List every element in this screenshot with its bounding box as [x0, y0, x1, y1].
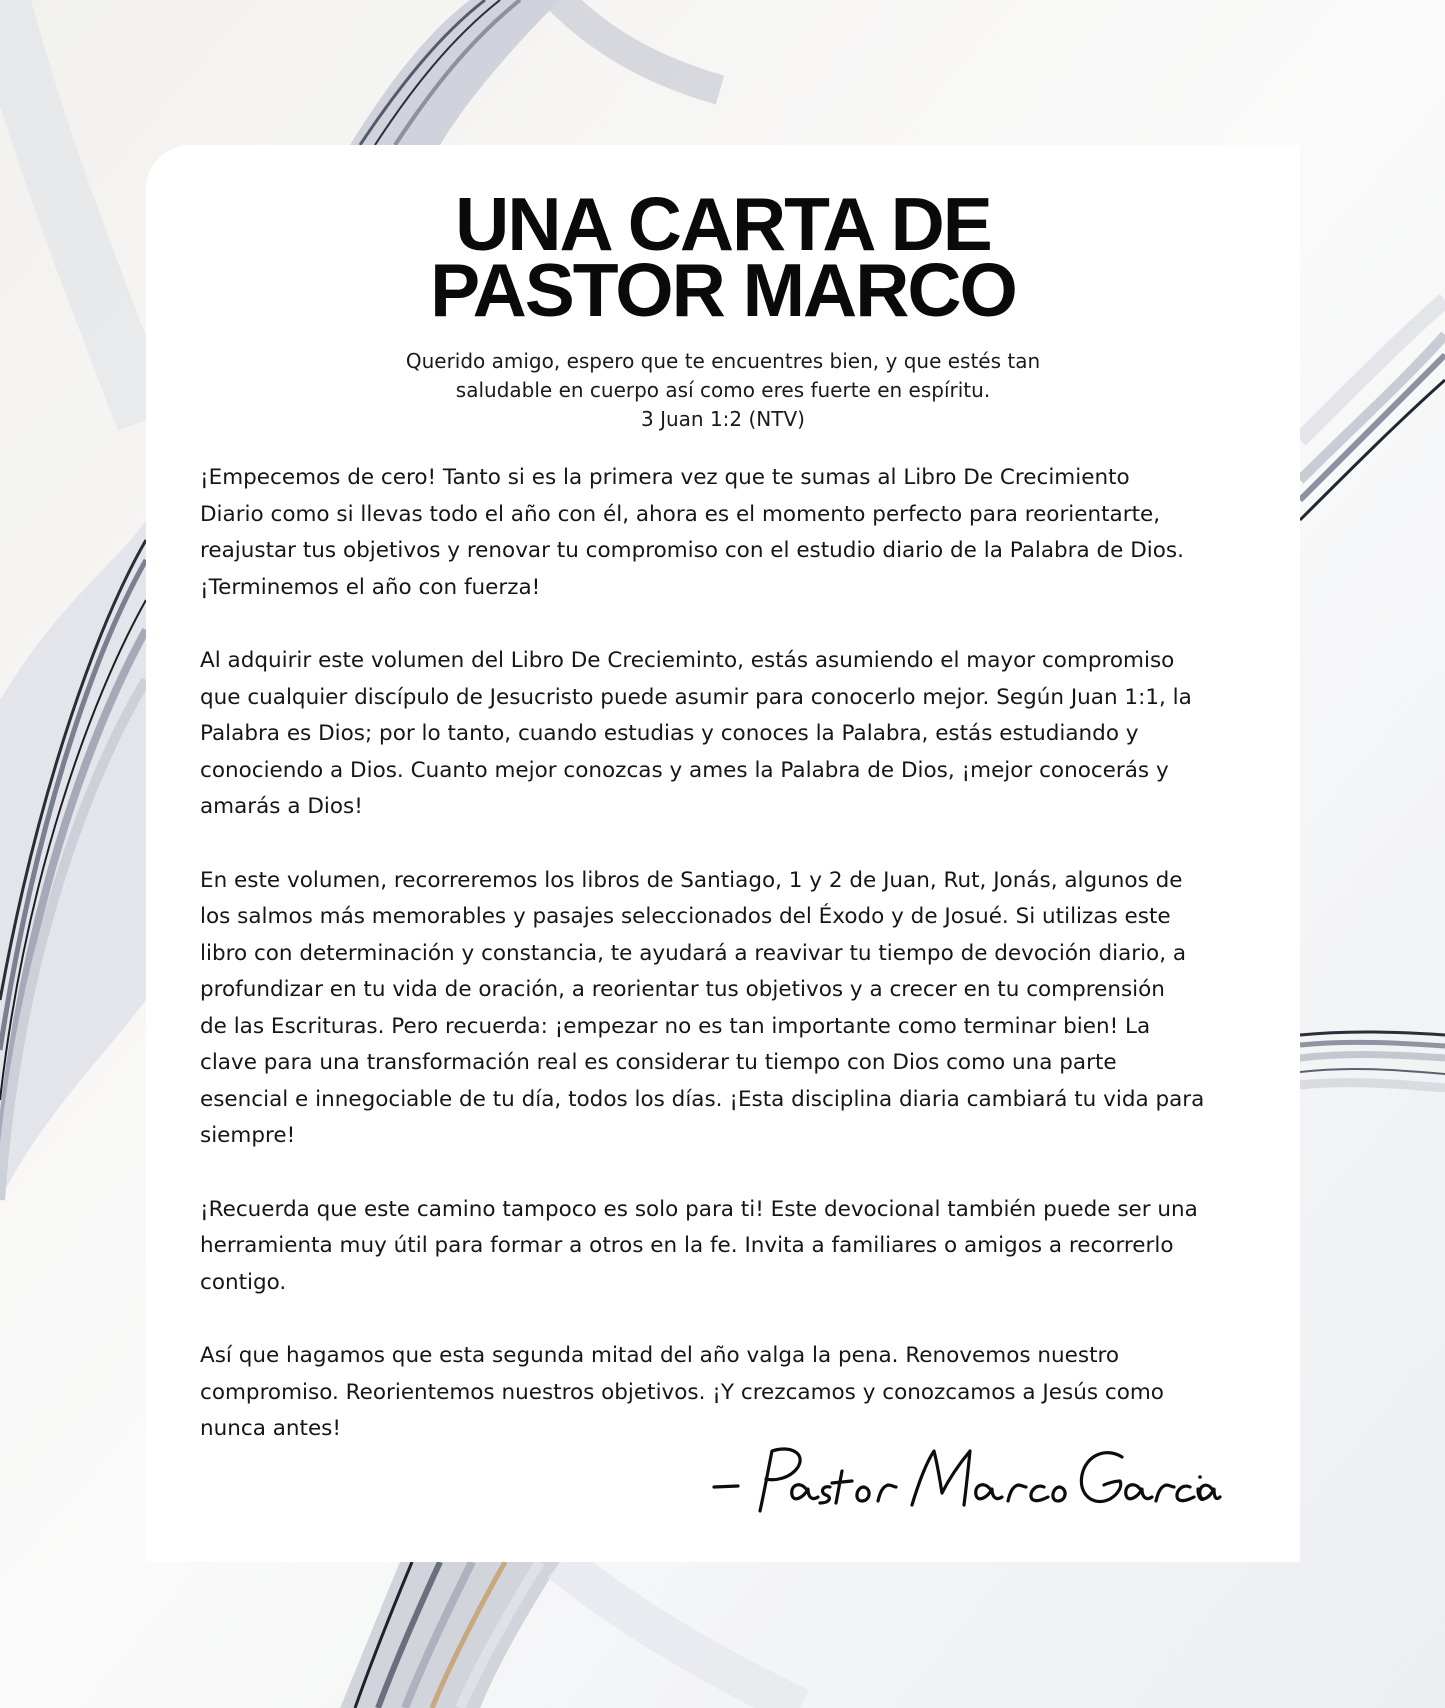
- title-line-2: PASTOR MARCO: [430, 248, 1016, 332]
- verse-reference: 3 Juan 1:2 (NTV): [641, 407, 805, 431]
- paragraph: Al adquirir este volumen del Libro De Crecieminto, estás asumiendo el mayor compromiso que cualquier discípulo de Jesucristo puede asumir para conocerlo mejor. Según Juan 1:1, la Palabra es Dios; por lo tanto, cuando estudias y conoces la Palabra, estás estudiando y conociendo a Dios. Cuanto mejor conozcas y ames la Palabra de Dios, ¡mejor conocerás y amarás a Dios!: [200, 648, 1192, 819]
- paragraph: ¡Empecemos de cero! Tanto si es la primera vez que te sumas al Libro De Crecimiento Diario como si llevas todo el año con él, ahora es el momento perfecto para reorientarte, reajustar tus objetivos y renovar tu compromiso con el estudio diario de la Palabra de Dios. ¡Terminemos el año con fuerza!: [200, 465, 1184, 600]
- title-line-1: UNA CARTA DE: [455, 182, 991, 266]
- letter-title: [146, 182, 1300, 332]
- paragraph: En este volumen, recorreremos los libros de Santiago, 1 y 2 de Juan, Rut, Jonás, algunos de los salmos más memorables y pasajes seleccionados del Éxodo y de Josué. Si utilizas este libro con determinación y constancia, te ayudará a reavivar tu tiempo de devoción diario, a profundizar en tu vida de oración, a reorientar tus objetivos y a crecer en tu comprensión de las Escrituras. Pero recuerda: ¡empezar no es tan importante como terminar bien! La clave para una transformación real es considerar tu tiempo con Dios como una parte esencial e innegociable de tu día, todos los días. ¡Esta disciplina diaria cambiará tu vida para siempre!: [200, 867, 1205, 1148]
- verse-line-2: saludable en cuerpo así como eres fuerte en espíritu.: [455, 378, 991, 402]
- verse-line-1: Querido amigo, espero que te encuentres bien, y que estés tan: [405, 349, 1041, 373]
- bible-verse: [146, 347, 1300, 434]
- letter-body: [200, 460, 1260, 1485]
- letter-card: [146, 145, 1300, 1562]
- handwritten-signature: [702, 1441, 1222, 1521]
- paragraph: ¡Recuerda que este camino tampoco es solo para ti! Este devocional también puede ser una herramienta muy útil para formar a otros en la fe. Invita a familiares o amigos a recorrerlo contigo.: [200, 1196, 1198, 1295]
- paragraph: Así que hagamos que esta segunda mitad del año valga la pena. Renovemos nuestro compromiso. Reorientemos nuestros objetivos. ¡Y crezcamos y conozcamos a Jesús como nunca antes!: [200, 1343, 1164, 1441]
